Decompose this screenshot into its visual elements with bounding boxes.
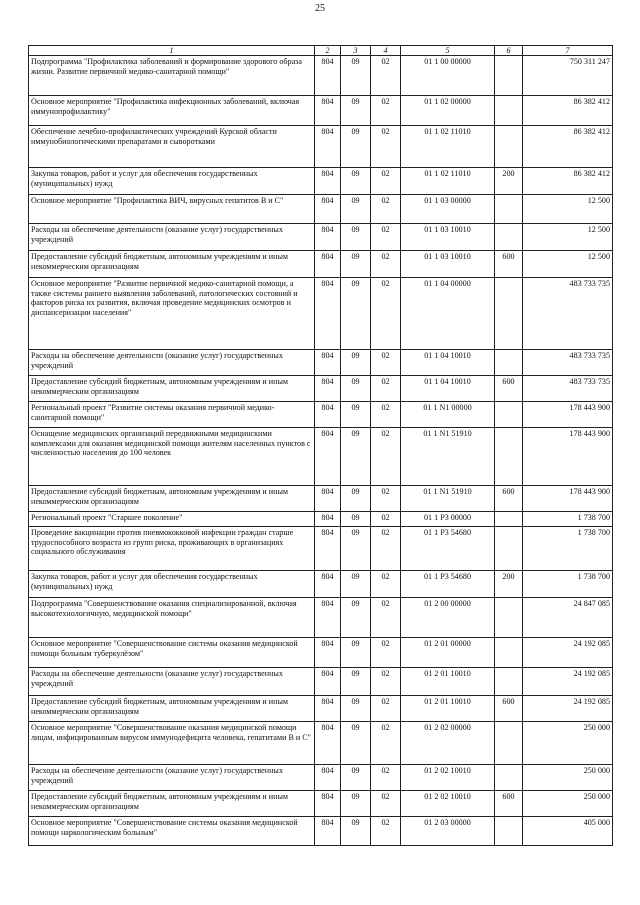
row-expense-type [495,722,523,765]
row-subsection-code: 02 [371,168,401,195]
row-name: Основное мероприятие "Совершенствование системы оказания медицинской помощи больным туберкулёзом" [29,638,315,668]
row-section-code: 09 [341,96,371,126]
row-name: Предоставление субсидий бюджетным, автономным учреждениям и иным некоммерческим организациям [29,486,315,512]
row-amount: 178 443 900 [523,428,613,486]
row-subsection-code: 02 [371,668,401,696]
row-expense-type: 600 [495,251,523,278]
row-ministry-code: 804 [315,638,341,668]
row-subsection-code: 02 [371,817,401,846]
row-amount: 250 000 [523,722,613,765]
row-amount: 12 500 [523,251,613,278]
row-amount: 24 192 085 [523,638,613,668]
row-subsection-code: 02 [371,638,401,668]
table-row [29,56,613,96]
row-expense-type [495,195,523,224]
row-subsection-code: 02 [371,527,401,571]
row-section-code: 09 [341,512,371,527]
row-subsection-code: 02 [371,428,401,486]
row-section-code: 09 [341,638,371,668]
row-section-code: 09 [341,527,371,571]
row-target-article: 01 2 02 10010 [401,791,495,817]
row-target-article: 01 1 04 00000 [401,278,495,350]
row-ministry-code: 804 [315,722,341,765]
row-expense-type [495,56,523,96]
row-amount: 483 733 735 [523,278,613,350]
row-section-code: 09 [341,428,371,486]
row-name: Предоставление субсидий бюджетным, автономным учреждениям и иным некоммерческим организациям [29,791,315,817]
row-name: Подпрограмма "Профилактика заболеваний и формирование здорового образа жизни. Развитие первичной медико-санитарной помощи" [29,56,315,96]
row-ministry-code: 804 [315,486,341,512]
row-amount: 1 738 700 [523,512,613,527]
row-amount: 1 738 700 [523,571,613,598]
row-ministry-code: 804 [315,817,341,846]
row-amount: 178 443 900 [523,402,613,428]
row-name: Обеспечение лечебно-профилактических учреждений Курской области иммунобиологическими препаратами и сыворотками [29,126,315,168]
row-subsection-code: 02 [371,598,401,638]
row-section-code: 09 [341,765,371,791]
row-section-code: 09 [341,598,371,638]
row-target-article: 01 1 04 10010 [401,350,495,376]
row-section-code: 09 [341,722,371,765]
row-target-article: 01 2 01 00000 [401,638,495,668]
row-name: Предоставление субсидий бюджетным, автономным учреждениям и иным некоммерческим организациям [29,251,315,278]
row-name: Оснащение медицинских организаций передвижными медицинскими комплексами для оказания медицинской помощи жителям населенных пунктов с численностью населения до 100 человек [29,428,315,486]
row-subsection-code: 02 [371,224,401,251]
row-amount: 1 738 700 [523,527,613,571]
row-expense-type: 600 [495,486,523,512]
row-section-code: 09 [341,168,371,195]
row-subsection-code: 02 [371,96,401,126]
row-ministry-code: 804 [315,96,341,126]
table-row [29,598,613,638]
table-row [29,96,613,126]
row-section-code: 09 [341,251,371,278]
table-row [29,817,613,846]
row-name: Расходы на обеспечение деятельности (оказание услуг) государственных учреждений [29,668,315,696]
row-subsection-code: 02 [371,350,401,376]
row-subsection-code: 02 [371,791,401,817]
row-expense-type: 600 [495,376,523,402]
row-expense-type [495,402,523,428]
row-section-code: 09 [341,350,371,376]
row-ministry-code: 804 [315,512,341,527]
row-section-code: 09 [341,817,371,846]
row-subsection-code: 02 [371,278,401,350]
row-section-code: 09 [341,126,371,168]
row-name: Подпрограмма "Совершенствование оказания специализированной, включая высокотехнологичную, медицинской помощи" [29,598,315,638]
row-target-article: 01 1 02 00000 [401,96,495,126]
row-expense-type [495,527,523,571]
row-expense-type: 600 [495,696,523,722]
page-number: 25 [315,3,325,14]
row-amount: 24 847 085 [523,598,613,638]
row-target-article: 01 1 N1 51910 [401,486,495,512]
table-row [29,791,613,817]
row-name: Расходы на обеспечение деятельности (оказание услуг) государственных учреждений [29,350,315,376]
table-row [29,428,613,486]
row-subsection-code: 02 [371,765,401,791]
row-section-code: 09 [341,195,371,224]
table-row [29,126,613,168]
row-target-article: 01 1 02 11010 [401,126,495,168]
row-amount: 750 311 247 [523,56,613,96]
row-target-article: 01 1 03 10010 [401,224,495,251]
column-header: 6 [495,46,523,56]
row-target-article: 01 1 04 10010 [401,376,495,402]
row-subsection-code: 02 [371,126,401,168]
row-ministry-code: 804 [315,168,341,195]
row-name: Основное мероприятие "Профилактика ВИЧ, вирусных гепатитов В и С" [29,195,315,224]
row-ministry-code: 804 [315,527,341,571]
row-section-code: 09 [341,56,371,96]
row-name: Основное мероприятие "Совершенствование оказания медицинской помощи лицам, инфицированным вирусом иммунодефицита человека, гепатитами В и С" [29,722,315,765]
row-name: Закупка товаров, работ и услуг для обеспечения государственных (муниципальных) нужд [29,571,315,598]
table-row [29,722,613,765]
row-amount: 405 000 [523,817,613,846]
row-name: Закупка товаров, работ и услуг для обеспечения государственных (муниципальных) нужд [29,168,315,195]
row-target-article: 01 1 02 11010 [401,168,495,195]
row-expense-type [495,96,523,126]
row-expense-type [495,278,523,350]
row-amount: 24 192 085 [523,696,613,722]
column-header: 7 [523,46,613,56]
row-target-article: 01 2 03 00000 [401,817,495,846]
table-row [29,376,613,402]
row-ministry-code: 804 [315,765,341,791]
row-target-article: 01 2 01 10010 [401,668,495,696]
table-row [29,168,613,195]
row-expense-type: 200 [495,571,523,598]
row-target-article: 01 1 03 10010 [401,251,495,278]
row-ministry-code: 804 [315,278,341,350]
row-expense-type [495,350,523,376]
row-ministry-code: 804 [315,428,341,486]
row-ministry-code: 804 [315,598,341,638]
row-section-code: 09 [341,668,371,696]
table-row [29,251,613,278]
row-name: Основное мероприятие "Развитие первичной медико-санитарной помощи, а также системы раннего выявления заболеваний, патологических состояний и факторов риска их развития, включая проведение медицинских осмотров и диспансеризации населения" [29,278,315,350]
row-subsection-code: 02 [371,486,401,512]
row-expense-type [495,598,523,638]
column-header: 5 [401,46,495,56]
row-ministry-code: 804 [315,376,341,402]
row-target-article: 01 1 N1 51910 [401,428,495,486]
row-section-code: 09 [341,486,371,512]
table-row [29,696,613,722]
row-amount: 86 382 412 [523,126,613,168]
row-ministry-code: 804 [315,696,341,722]
row-ministry-code: 804 [315,224,341,251]
table-row [29,195,613,224]
row-ministry-code: 804 [315,126,341,168]
row-amount: 24 192 085 [523,668,613,696]
table-row [29,571,613,598]
row-expense-type [495,428,523,486]
row-name: Региональный проект "Развитие системы оказания первичной медико-санитарной помощи" [29,402,315,428]
row-section-code: 09 [341,402,371,428]
row-ministry-code: 804 [315,56,341,96]
row-section-code: 09 [341,278,371,350]
row-subsection-code: 02 [371,402,401,428]
row-subsection-code: 02 [371,512,401,527]
row-amount: 12 500 [523,195,613,224]
row-section-code: 09 [341,224,371,251]
row-ministry-code: 804 [315,350,341,376]
row-expense-type [495,765,523,791]
row-section-code: 09 [341,571,371,598]
row-section-code: 09 [341,696,371,722]
row-subsection-code: 02 [371,56,401,96]
row-target-article: 01 2 02 10010 [401,765,495,791]
row-subsection-code: 02 [371,722,401,765]
row-expense-type [495,668,523,696]
row-ministry-code: 804 [315,571,341,598]
row-expense-type: 600 [495,791,523,817]
row-amount: 178 443 900 [523,486,613,512]
table-row [29,350,613,376]
row-subsection-code: 02 [371,696,401,722]
row-target-article: 01 2 01 10010 [401,696,495,722]
row-expense-type [495,817,523,846]
table-row [29,224,613,251]
row-name: Основное мероприятие "Профилактика инфекционных заболеваний, включая иммунопрофилактику" [29,96,315,126]
row-amount: 483 733 735 [523,376,613,402]
table-row [29,765,613,791]
row-amount: 250 000 [523,791,613,817]
row-section-code: 09 [341,791,371,817]
row-target-article: 01 2 00 00000 [401,598,495,638]
table-row [29,512,613,527]
row-expense-type [495,126,523,168]
row-amount: 250 000 [523,765,613,791]
row-section-code: 09 [341,376,371,402]
row-name: Предоставление субсидий бюджетным, автономным учреждениям и иным некоммерческим организациям [29,696,315,722]
row-name: Расходы на обеспечение деятельности (оказание услуг) государственных учреждений [29,765,315,791]
row-expense-type [495,638,523,668]
row-ministry-code: 804 [315,195,341,224]
table-row [29,402,613,428]
row-subsection-code: 02 [371,571,401,598]
row-target-article: 01 1 00 00000 [401,56,495,96]
table-row [29,638,613,668]
row-target-article: 01 1 P3 54680 [401,571,495,598]
row-name: Расходы на обеспечение деятельности (оказание услуг) государственных учреждений [29,224,315,251]
row-subsection-code: 02 [371,195,401,224]
row-name: Основное мероприятие "Совершенствование системы оказания медицинской помощи наркологическим больным" [29,817,315,846]
row-name: Предоставление субсидий бюджетным, автономным учреждениям и иным некоммерческим организациям [29,376,315,402]
row-ministry-code: 804 [315,402,341,428]
budget-table [28,45,613,846]
row-target-article: 01 1 N1 00000 [401,402,495,428]
column-number-row [29,46,613,56]
column-header: 1 [29,46,315,56]
row-amount: 12 500 [523,224,613,251]
row-target-article: 01 2 02 00000 [401,722,495,765]
row-target-article: 01 1 03 00000 [401,195,495,224]
row-subsection-code: 02 [371,376,401,402]
row-ministry-code: 804 [315,791,341,817]
table-row [29,486,613,512]
row-expense-type [495,224,523,251]
row-amount: 86 382 412 [523,96,613,126]
row-target-article: 01 1 P3 54680 [401,527,495,571]
row-expense-type [495,512,523,527]
row-ministry-code: 804 [315,668,341,696]
table-row [29,527,613,571]
column-header: 3 [341,46,371,56]
row-amount: 86 382 412 [523,168,613,195]
row-name: Региональный проект "Старшее поколение" [29,512,315,527]
table-row [29,278,613,350]
row-name: Проведение вакцинации против пневмококковой инфекции граждан старше трудоспособного возраста из групп риска, проживающих в организациях социального обслуживания [29,527,315,571]
row-amount: 483 733 735 [523,350,613,376]
row-ministry-code: 804 [315,251,341,278]
row-target-article: 01 1 P3 00000 [401,512,495,527]
column-header: 4 [371,46,401,56]
table-row [29,668,613,696]
column-header: 2 [315,46,341,56]
row-expense-type: 200 [495,168,523,195]
row-subsection-code: 02 [371,251,401,278]
